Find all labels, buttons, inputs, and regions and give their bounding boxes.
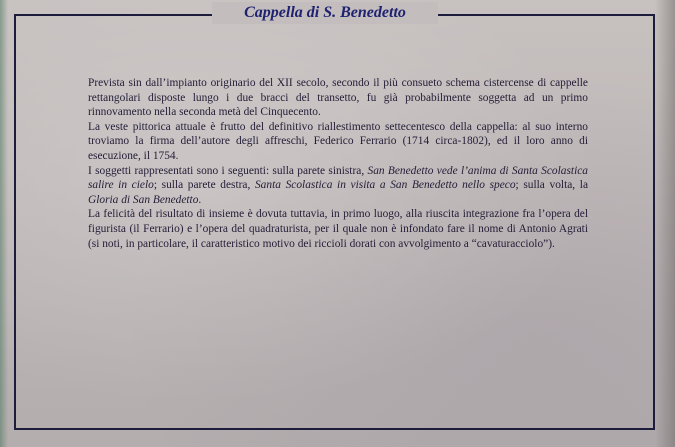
wall-edge-right xyxy=(655,0,675,447)
paragraph-2-text: La veste pittorica attuale è frutto del definitivo riallestimento settecentesco della cappella: al suo interno troviamo la firma dell’autore degli affreschi, Federico Ferrario (1714 circa-1802), ed il loro anno di esecuzione, il 1754. xyxy=(88,120,588,162)
paragraph-2 xyxy=(88,120,588,164)
plaque-title: Cappella di S. Benedetto xyxy=(212,2,438,24)
paragraph-3-text-c: ; sulla volta, la xyxy=(515,179,589,192)
artwork-title-right-wall: Santa Scolastica in visita a San Benedetto nello speco xyxy=(254,179,516,192)
paragraph-3-text-d: . xyxy=(198,193,202,206)
paragraph-4-text: La felicità del risultato di insieme è dovuta tuttavia, in primo luogo, alla riuscita integrazione fra l’opera del figurista (il Ferrario) e l’opera del quadraturista, per il quale non è infondato fare il nome di Antonio Agrati (si noti, in particolare, il caratteristico motivo dei riccioli dorati con avvolgimento a “cavaturacciolo”). xyxy=(88,208,588,250)
plaque-body xyxy=(88,76,588,251)
paragraph-1-text: Prevista sin dall’impianto originario del XII secolo, secondo il più consueto schema cistercense di cappelle rettangolari disposte lungo i due bracci del transetto, fu già probabilmente soggetta ad un primo rinnovamento nella seconda metà del Cinquecento. xyxy=(88,77,588,119)
paragraph-1 xyxy=(88,76,588,120)
paragraph-3 xyxy=(88,164,588,208)
wall-edge-left xyxy=(0,0,8,447)
paragraph-3-text-b: ; sulla parete destra, xyxy=(153,179,255,192)
paragraph-4 xyxy=(88,207,588,251)
artwork-title-vault: Gloria di San Benedetto xyxy=(88,193,199,206)
artwork-title-left-wall: San Benedetto vede l’anima di Santa Scolastica salire in cielo xyxy=(88,164,588,192)
paragraph-3-text-a: I soggetti rappresentati sono i seguenti: sulla parete sinistra, xyxy=(88,164,368,177)
